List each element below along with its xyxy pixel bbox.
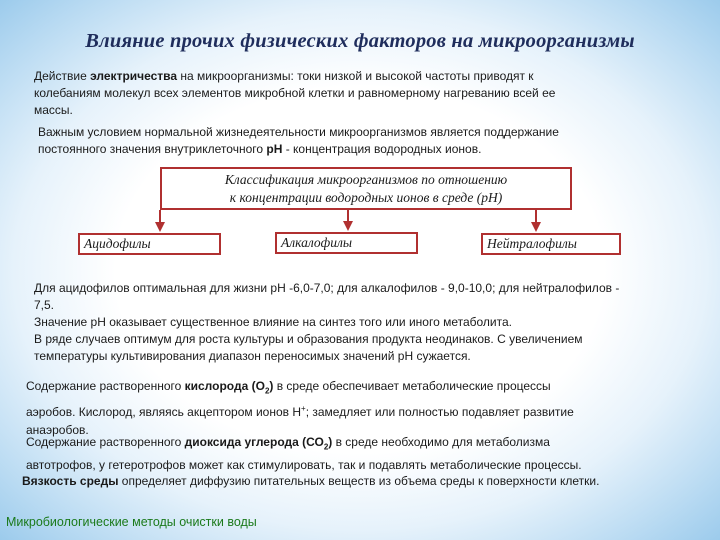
ph-details-line-2: 7,5.: [34, 298, 55, 312]
electricity-line-1: Действие электричества на микроорганизмы: токи низкой и высокой частоты приводят к: [34, 69, 534, 83]
ph-intro-line-2: постоянного значения внутриклеточного рН - концентрация водородных ионов.: [38, 142, 482, 156]
category-alkalophiles: Алкалофилы: [275, 232, 418, 254]
ph-details-paragraph: [34, 280, 694, 365]
co2-line-2: автотрофов, у гетеротрофов может как стимулировать, так и подавлять метаболические процессы.: [26, 458, 582, 473]
ph-details-line-5: температуры культивирования диапазон переносимых значений рН сужается.: [34, 349, 471, 363]
oxygen-line-2: аэробов. Кислород, являясь акцептором ионов Н+; замедляет или полностью подавляет развитие: [26, 404, 574, 420]
arrow-head-right: [531, 222, 541, 232]
oxygen-line-1: Содержание растворенного кислорода $(О_2)$ в среде обеспечивает метаболические процессы: [26, 379, 551, 396]
ph-details-line-4: В ряде случаев оптимум для роста культуры и образования продукта неодинаков. С увеличением: [34, 332, 583, 346]
ph-details-line-3: Значение рН оказывает существенное влияние на синтез того или иного метаболита.: [34, 315, 513, 329]
oxygen-paragraph: [26, 377, 686, 439]
classification-title-line-1: Классификация микроорганизмов по отношению: [224, 172, 508, 187]
arrow-head-center: [343, 221, 353, 231]
viscosity-paragraph: Вязкость среды определяет диффузию питательных веществ из объема среды к поверхности клетки.: [22, 474, 600, 488]
slide-title: Влияние прочих физических факторов на микроорганизмы: [85, 30, 635, 52]
classification-title-line-2: к концентрации водородных ионов в среде (рН): [229, 190, 503, 205]
ph-details-line-1: Для ацидофилов оптимальная для жизни рН -6,0-7,0; для алкалофилов - 9,0-10,0; для нейтралофилов -: [34, 281, 620, 295]
arrow-head-left: [155, 222, 165, 232]
electricity-term: электричества: [90, 69, 178, 83]
co2-paragraph: [26, 433, 696, 474]
co2-term: диоксида углерода $(СО_2)$: [184, 435, 333, 452]
electricity-line-2: колебаниям молекул всех элементов микробной клетки и равномерному нагреванию всей ее: [34, 86, 556, 100]
ph-term: рН: [266, 142, 283, 156]
oxygen-term: кислорода $(О_2)$: [184, 379, 274, 396]
category-neutrophiles: Нейтралофилы: [481, 233, 621, 255]
co2-line-1: Содержание растворенного диоксида углерода $(СО_2)$ в среде необходимо для метаболизма: [26, 435, 550, 452]
category-acidophiles: Ацидофилы: [78, 233, 221, 255]
footer-caption: Микробиологические методы очистки воды: [6, 515, 257, 529]
viscosity-term: Вязкость среды: [22, 474, 119, 488]
ph-intro-line-1: Важным условием нормальной жизнедеятельности микроорганизмов является поддержание: [38, 125, 559, 139]
oxygen-line-3: анаэробов.: [26, 423, 89, 438]
electricity-line-3: массы.: [34, 103, 73, 117]
